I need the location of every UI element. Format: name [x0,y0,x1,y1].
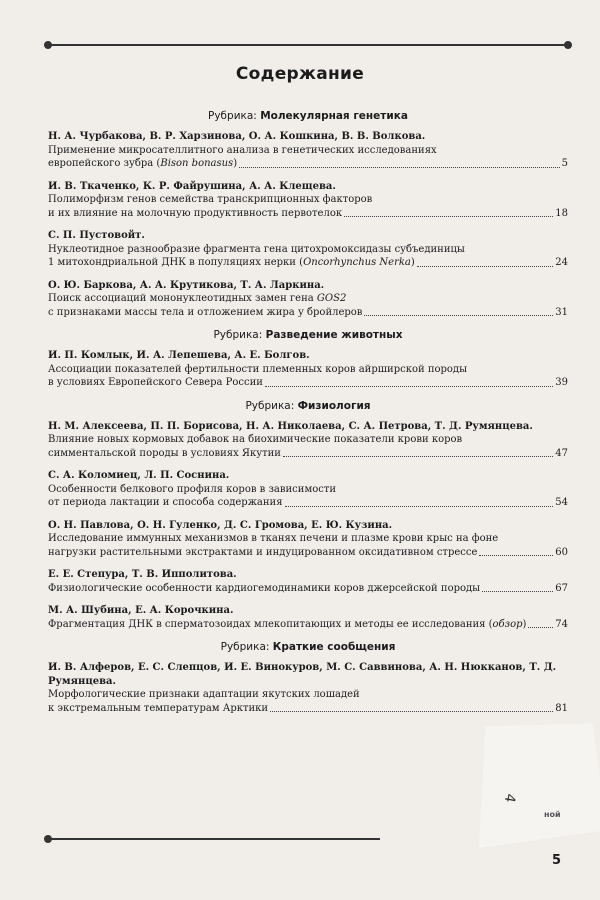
section-name: Краткие сообщения [272,641,396,653]
title-text: с признаками массы тела и отложением жира у бройлеров [48,306,363,318]
entry-title-last-line [48,306,568,320]
entry-page-number: 31 [555,306,568,318]
entry-page-number: 60 [555,546,568,558]
entry-title-text [48,582,480,596]
entry-page-number: 54 [555,497,568,508]
section-name: Молекулярная генетика [260,110,408,122]
title-italic: обзор [492,618,523,630]
entry-page-number: 47 [555,447,568,459]
entry-authors: И. П. Комлык, И. А. Лепешева, А. Е. Болгов. [48,350,310,361]
contents-list [48,100,568,724]
side-text-fragment: ной [544,810,561,819]
section-heading [48,400,568,412]
dot-leader [285,505,554,507]
entry-authors: Е. Е. Степура, Т. В. Ипполитова. [48,569,237,580]
title-text: 1 митохондриальной ДНК в популяциях нерки ( [48,257,304,268]
dot-leader [364,314,553,316]
contents-entry [48,661,568,715]
entry-page-number: 39 [555,377,568,388]
entry-title-text [48,376,263,390]
section-heading [48,641,568,653]
page-number: 5 [552,853,562,868]
section-heading [48,110,568,122]
entry-page-number: 67 [555,582,568,594]
contents-entry [48,420,568,461]
entry-authors: М. А. Шубина, Е. А. Корочкина. [48,605,234,616]
dot-leader [482,590,553,592]
page-title: Содержание [235,64,365,84]
entry-authors: О. Н. Павлова, О. Н. Гуленко, Д. С. Громова, Е. Ю. Кузина. [48,519,393,531]
top-rule [48,44,568,46]
entry-page-number: 24 [555,257,568,268]
title-text: Поиск ассоциаций мононуклеотидных замен гена [48,293,317,304]
dot-leader [283,455,553,457]
entry-title-last-line [48,207,568,221]
entry-title-line: Влияние новых кормовых добавок на биохимические показатели крови коров [48,434,463,445]
dot-leader [270,710,553,712]
folded-corner-glyph: 4 [500,792,519,804]
entry-page-number: 81 [555,702,568,714]
rubric-prefix: Рубрика: [220,641,270,653]
entry-title-text [48,306,362,320]
entry-title-line: Нуклеотидное разнообразие фрагмента гена цитохромоксидазы субъединицы [48,243,465,255]
title-text: от периода лактации и способа содержания [48,497,283,508]
contents-entry [48,469,568,510]
entry-title-line: Полиморфизм генов семейства транскрипционных факторов [48,194,373,205]
entry-title-line: Морфологические признаки адаптации якутских лошадей [48,689,360,700]
entry-title-text [48,447,281,461]
entry-title-last-line [48,496,568,510]
contents-entry [48,604,568,631]
entry-page-number: 18 [555,207,568,219]
dot-leader [344,215,553,217]
entry-title-text [48,702,268,716]
title-italic: Oncorhynchus Nerka [303,257,411,268]
title-text: Фрагментация ДНК в сперматозоидах млекопитающих и методы ее исследования ( [48,618,493,630]
entry-authors: С. П. Пустовойт. [48,230,145,241]
entry-title-line: Ассоциации показателей фертильности племенных коров айрширской породы [48,363,468,375]
title-text: Физиологические особенности кардиогемодинамики коров джерсейской породы [48,582,481,594]
title-text: и их влияние на молочную продуктивность первотелок [48,207,343,219]
entry-title-line: Исследование иммунных механизмов в тканях печени и плазме крови крыс на фоне [48,533,499,544]
title-text: ) [233,158,238,169]
rubric-prefix: Рубрика: [208,110,257,122]
bottom-rule [48,838,380,840]
entry-title-last-line [48,447,568,461]
entry-authors: И. В. Алферов, Е. С. Слепцов, И. Е. Винокуров, М. С. Саввинова, А. Н. Нюкканов, Т. Д. Румянцева. [48,662,557,687]
entry-title-text [48,546,477,560]
entry-authors: Н. М. Алексеева, П. П. Борисова, Н. А. Николаева, С. А. Петрова, Т. Д. Румянцева. [48,420,533,432]
title-italic: Bison bonasus [160,158,234,169]
title-text: к экстремальным температурам Арктики [48,702,269,714]
contents-entry [48,349,568,390]
entry-authors: И. В. Ткаченко, К. Р. Файрушина, А. А. Клещева. [48,180,336,192]
entry-title-last-line [48,702,568,716]
dot-leader [528,626,553,628]
title-text: в условиях Европейского Севера России [48,377,263,388]
contents-entry [48,279,568,320]
dot-leader [417,265,553,267]
entry-authors: С. А. Коломиец, Л. П. Соснина. [48,470,230,481]
entry-title-last-line [48,582,568,596]
rubric-prefix: Рубрика: [213,329,263,341]
entry-authors: О. Ю. Баркова, А. А. Крутикова, Т. А. Ларкина. [48,279,325,291]
dot-leader [479,554,553,556]
title-italic: GOS2 [316,293,347,304]
entry-page-number: 74 [555,618,568,630]
entry-title-text [48,157,237,171]
entry-title-line: Применение микросателлитного анализа в генетических исследованиях [48,144,437,156]
entry-title-last-line [48,256,568,270]
entry-title-last-line [48,157,568,171]
entry-title-last-line [48,618,568,632]
entry-title-last-line [48,546,568,560]
dot-leader [239,166,560,168]
contents-entry [48,130,568,171]
dot-leader [265,385,553,387]
contents-entry [48,229,568,270]
section-name: Физиология [297,399,371,412]
entry-title-text [48,618,526,632]
title-text: нагрузки растительными экстрактами и индуцированном оксидативном стрессе [48,546,478,558]
section-name: Разведение животных [265,329,403,341]
entry-title-text [48,207,342,221]
entry-title-line: Особенности белкового профиля коров в зависимости [48,483,337,495]
entry-title-line [48,292,568,306]
entry-title-last-line [48,376,568,390]
title-text: европейского зубра ( [48,158,161,169]
folded-page-corner [462,712,600,849]
title-text: ) [410,257,415,268]
title-text: симментальской породы в условиях Якутии [48,447,281,459]
contents-entry [48,519,568,560]
entry-page-number: 5 [561,158,568,169]
section-heading [48,329,568,341]
rubric-prefix: Рубрика: [245,399,295,412]
contents-entry [48,180,568,221]
entry-title-text [48,496,283,510]
title-text: ) [522,618,527,630]
entry-title-text [48,256,415,270]
contents-entry [48,568,568,595]
entry-authors: Н. А. Чурбакова, В. Р. Харзинова, О. А. Кошкина, В. В. Волкова. [48,131,426,142]
